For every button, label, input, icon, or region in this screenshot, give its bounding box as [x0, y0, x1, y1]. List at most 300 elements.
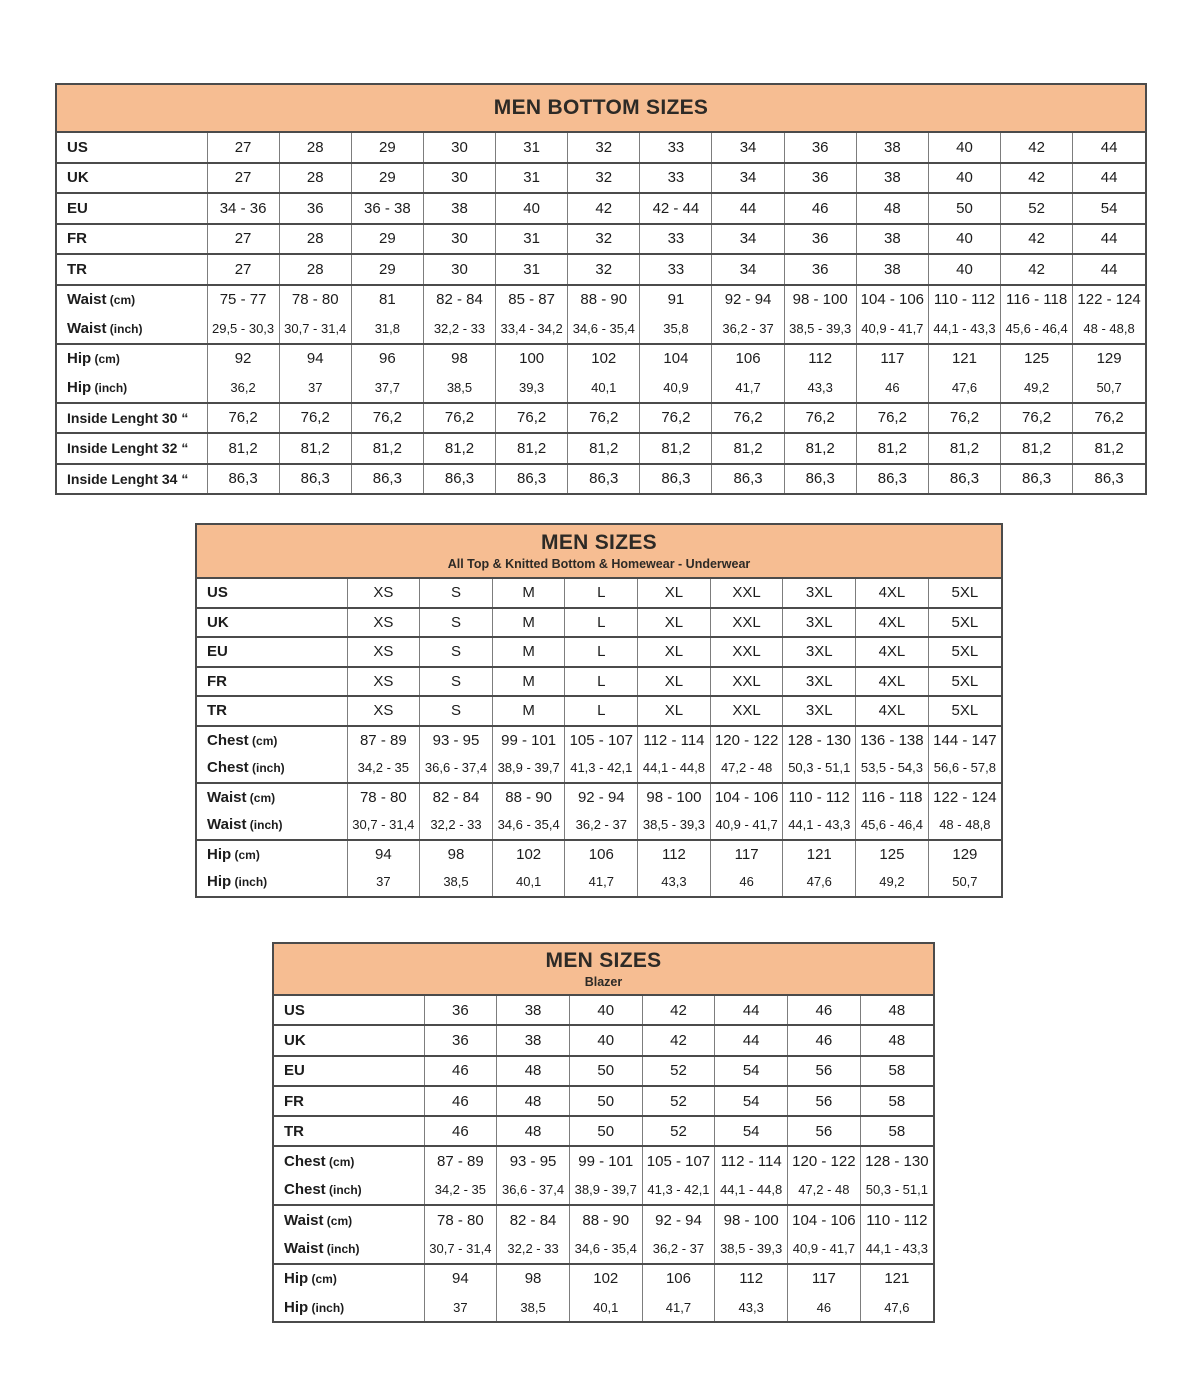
size-cell: 52	[642, 1056, 715, 1086]
size-cell: 31	[496, 224, 568, 255]
size-cell: 38	[856, 133, 928, 163]
size-cell: 91	[640, 285, 712, 315]
size-cell: 50,7	[928, 868, 1001, 896]
size-cell: 40	[569, 996, 642, 1025]
size-cell: L	[565, 696, 638, 726]
size-cell: 112	[715, 1264, 788, 1293]
size-cell: 86,3	[279, 464, 351, 494]
size-cell: M	[492, 667, 565, 697]
size-cell: 106	[565, 840, 638, 869]
size-cell: 86,3	[784, 464, 856, 494]
size-cell: 40	[928, 224, 1000, 255]
size-cell: 120 - 122	[788, 1146, 861, 1175]
size-cell: 31	[496, 163, 568, 194]
size-cell: 34,6 - 35,4	[492, 811, 565, 840]
size-cell: 44	[715, 1025, 788, 1055]
size-cell: 50,3 - 51,1	[860, 1176, 933, 1205]
size-cell: 28	[279, 133, 351, 163]
size-cell: 136 - 138	[856, 726, 929, 755]
size-cell: 112 - 114	[638, 726, 711, 755]
size-cell: 41,7	[712, 373, 784, 403]
size-cell: 38,5	[423, 373, 495, 403]
size-cell: 29	[351, 163, 423, 194]
size-cell: 36,6 - 37,4	[497, 1176, 570, 1205]
men-bottom-sizes-table	[55, 83, 1147, 495]
size-cell: 94	[279, 344, 351, 374]
size-cell: 36	[784, 224, 856, 255]
size-cell: 94	[347, 840, 420, 869]
size-cell: 86,3	[856, 464, 928, 494]
size-cell: 81,2	[207, 433, 279, 464]
size-cell: 44,1 - 43,3	[860, 1234, 933, 1263]
size-cell: 32,2 - 33	[423, 314, 495, 344]
size-cell: XXL	[710, 579, 783, 608]
size-cell: L	[565, 579, 638, 608]
table-row	[274, 1234, 933, 1263]
table-row	[274, 1086, 933, 1116]
size-cell: 34	[712, 163, 784, 194]
size-cell: 33	[640, 254, 712, 285]
size-cell: 86,3	[496, 464, 568, 494]
size-cell: 4XL	[856, 608, 929, 638]
size-cell: 36	[784, 163, 856, 194]
size-cell: 58	[860, 1056, 933, 1086]
size-cell: 81,2	[279, 433, 351, 464]
table-row	[57, 464, 1145, 494]
size-grid	[197, 579, 1001, 896]
size-cell: 30	[423, 163, 495, 194]
size-cell: 38	[856, 163, 928, 194]
size-cell: M	[492, 579, 565, 608]
size-cell: 76,2	[712, 403, 784, 434]
size-cell: 28	[279, 254, 351, 285]
size-cell: 128 - 130	[860, 1146, 933, 1175]
size-cell: 76,2	[351, 403, 423, 434]
men-sizes-blazer-table	[272, 942, 935, 1323]
size-cell: 94	[424, 1264, 497, 1293]
size-cell: 52	[642, 1086, 715, 1116]
size-cell: M	[492, 696, 565, 726]
table-title: MEN BOTTOM SIZES	[493, 96, 709, 119]
table-title: MEN SIZES	[545, 949, 662, 972]
table-subtitle: All Top & Knitted Bottom & Homewear - Underwear	[447, 557, 751, 571]
size-cell: XS	[347, 637, 420, 667]
size-cell: 46	[424, 1116, 497, 1146]
size-cell: 75 - 77	[207, 285, 279, 315]
size-cell: 30,7 - 31,4	[347, 811, 420, 840]
size-cell: 44	[1073, 254, 1145, 285]
row-label: TR	[274, 1116, 424, 1146]
size-cell: 42 - 44	[640, 193, 712, 224]
size-cell: 122 - 124	[1073, 285, 1145, 315]
size-cell: 42	[1001, 254, 1073, 285]
size-cell: 52	[642, 1116, 715, 1146]
size-cell: 5XL	[928, 608, 1001, 638]
size-cell: XS	[347, 696, 420, 726]
table-row	[197, 726, 1001, 755]
size-cell: 4XL	[856, 637, 929, 667]
size-cell: 76,2	[856, 403, 928, 434]
table-row	[274, 996, 933, 1025]
table-row	[57, 344, 1145, 374]
size-cell: 56	[788, 1086, 861, 1116]
size-cell: 35,8	[640, 314, 712, 344]
size-cell: 92	[207, 344, 279, 374]
size-cell: 128 - 130	[783, 726, 856, 755]
size-cell: 76,2	[1073, 403, 1145, 434]
size-cell: 102	[569, 1264, 642, 1293]
size-cell: 27	[207, 163, 279, 194]
size-cell: XXL	[710, 608, 783, 638]
size-cell: XL	[638, 637, 711, 667]
table-row	[197, 868, 1001, 896]
table-row	[274, 1293, 933, 1321]
size-cell: 105 - 107	[642, 1146, 715, 1175]
size-cell: 38,5 - 39,3	[638, 811, 711, 840]
size-cell: 38	[856, 224, 928, 255]
row-label: UK	[57, 163, 207, 194]
size-cell: 41,7	[642, 1293, 715, 1321]
row-label: US	[57, 133, 207, 163]
size-cell: 129	[1073, 344, 1145, 374]
size-cell: 112	[784, 344, 856, 374]
size-cell: 112	[638, 840, 711, 869]
size-cell: 46	[784, 193, 856, 224]
size-cell: 53,5 - 54,3	[856, 754, 929, 783]
size-cell: L	[565, 637, 638, 667]
size-cell: 48	[860, 996, 933, 1025]
size-cell: 29	[351, 133, 423, 163]
table-row	[197, 754, 1001, 783]
size-cell: 104 - 106	[856, 285, 928, 315]
size-cell: 120 - 122	[710, 726, 783, 755]
size-cell: 5XL	[928, 696, 1001, 726]
size-cell: 36,2	[207, 373, 279, 403]
size-cell: 45,6 - 46,4	[1001, 314, 1073, 344]
size-cell: 34,2 - 35	[424, 1176, 497, 1205]
size-cell: 40,1	[569, 1293, 642, 1321]
size-cell: 42	[568, 193, 640, 224]
size-cell: 46	[424, 1086, 497, 1116]
row-label: Hip (cm)	[207, 845, 260, 863]
row-label: UK	[197, 608, 347, 638]
table-row	[197, 608, 1001, 638]
size-cell: 48	[860, 1025, 933, 1055]
size-cell: 82 - 84	[497, 1205, 570, 1234]
size-cell: 81,2	[856, 433, 928, 464]
size-cell: 102	[492, 840, 565, 869]
table-row	[57, 254, 1145, 285]
size-cell: 98 - 100	[715, 1205, 788, 1234]
size-cell: 39,3	[496, 373, 568, 403]
size-cell: XS	[347, 579, 420, 608]
size-cell: 36	[424, 1025, 497, 1055]
row-label: TR	[197, 696, 347, 726]
size-cell: 5XL	[928, 579, 1001, 608]
size-cell: 36	[279, 193, 351, 224]
size-cell: 81,2	[784, 433, 856, 464]
size-cell: 76,2	[928, 403, 1000, 434]
size-cell: 27	[207, 224, 279, 255]
row-label: Chest (cm)	[284, 1153, 355, 1171]
size-cell: 37,7	[351, 373, 423, 403]
table-row	[274, 1146, 933, 1175]
size-cell: 47,2 - 48	[788, 1176, 861, 1205]
size-cell: 42	[642, 1025, 715, 1055]
size-cell: 44,1 - 43,3	[783, 811, 856, 840]
size-cell: 34	[712, 224, 784, 255]
size-cell: XL	[638, 579, 711, 608]
size-grid	[57, 133, 1145, 493]
table-row	[57, 433, 1145, 464]
size-cell: 38,9 - 39,7	[492, 754, 565, 783]
table-row	[274, 1056, 933, 1086]
size-cell: 98	[423, 344, 495, 374]
row-label: US	[274, 996, 424, 1025]
table-row	[197, 579, 1001, 608]
size-cell: 82 - 84	[423, 285, 495, 315]
size-cell: 50	[569, 1086, 642, 1116]
size-cell: 36	[424, 996, 497, 1025]
size-cell: 29,5 - 30,3	[207, 314, 279, 344]
row-label: EU	[57, 193, 207, 224]
table-row	[197, 811, 1001, 840]
size-cell: 56	[788, 1056, 861, 1086]
size-cell: 92 - 94	[712, 285, 784, 315]
size-cell: 86,3	[712, 464, 784, 494]
size-cell: 87 - 89	[424, 1146, 497, 1175]
size-cell: 48	[856, 193, 928, 224]
size-cell: 32	[568, 254, 640, 285]
size-cell: 81,2	[423, 433, 495, 464]
size-cell: XXL	[710, 696, 783, 726]
size-cell: 81,2	[1073, 433, 1145, 464]
size-cell: 50	[569, 1056, 642, 1086]
size-cell: 34	[712, 133, 784, 163]
size-cell: 29	[351, 254, 423, 285]
size-cell: 3XL	[783, 579, 856, 608]
size-cell: 81,2	[928, 433, 1000, 464]
size-cell: 38	[423, 193, 495, 224]
table-row	[197, 840, 1001, 869]
size-cell: XS	[347, 608, 420, 638]
table-row	[274, 1264, 933, 1293]
row-label: Chest (cm)	[207, 731, 278, 749]
size-cell: 50	[928, 193, 1000, 224]
size-cell: 116 - 118	[856, 783, 929, 812]
size-cell: 85 - 87	[496, 285, 568, 315]
size-cell: 88 - 90	[568, 285, 640, 315]
size-cell: 38	[497, 1025, 570, 1055]
size-cell: 40	[496, 193, 568, 224]
size-cell: 52	[1001, 193, 1073, 224]
size-cell: 32,2 - 33	[420, 811, 493, 840]
size-cell: 34,6 - 35,4	[568, 314, 640, 344]
size-cell: 88 - 90	[569, 1205, 642, 1234]
size-cell: 50,7	[1073, 373, 1145, 403]
table-row	[57, 403, 1145, 434]
size-cell: 86,3	[351, 464, 423, 494]
size-cell: 76,2	[568, 403, 640, 434]
row-label: Hip (inch)	[207, 873, 268, 891]
size-cell: 43,3	[784, 373, 856, 403]
size-cell: 121	[860, 1264, 933, 1293]
table-row	[57, 224, 1145, 255]
size-cell: 37	[279, 373, 351, 403]
size-cell: 98 - 100	[638, 783, 711, 812]
size-cell: 37	[424, 1293, 497, 1321]
size-cell: 86,3	[640, 464, 712, 494]
size-cell: 144 - 147	[928, 726, 1001, 755]
size-cell: 48	[497, 1086, 570, 1116]
size-cell: 43,3	[638, 868, 711, 896]
size-cell: 40	[928, 133, 1000, 163]
size-cell: 82 - 84	[420, 783, 493, 812]
size-cell: S	[420, 667, 493, 697]
size-cell: 36,2 - 37	[642, 1234, 715, 1263]
size-cell: 3XL	[783, 696, 856, 726]
size-cell: 34 - 36	[207, 193, 279, 224]
size-cell: 58	[860, 1116, 933, 1146]
size-cell: 32	[568, 163, 640, 194]
size-cell: 125	[1001, 344, 1073, 374]
size-cell: 4XL	[856, 667, 929, 697]
size-cell: 86,3	[207, 464, 279, 494]
size-cell: 102	[568, 344, 640, 374]
size-cell: 38,5	[420, 868, 493, 896]
size-cell: 99 - 101	[492, 726, 565, 755]
size-cell: XL	[638, 696, 711, 726]
size-cell: 44	[1073, 133, 1145, 163]
row-label: EU	[274, 1056, 424, 1086]
table-row	[197, 667, 1001, 697]
size-cell: 46	[788, 1293, 861, 1321]
size-cell: 92 - 94	[642, 1205, 715, 1234]
table-row	[197, 783, 1001, 812]
row-label: FR	[197, 667, 347, 697]
size-cell: 36	[784, 133, 856, 163]
size-cell: 33	[640, 163, 712, 194]
size-cell: 4XL	[856, 696, 929, 726]
size-cell: 40	[928, 254, 1000, 285]
size-cell: 30,7 - 31,4	[424, 1234, 497, 1263]
row-label: Waist (inch)	[57, 314, 207, 344]
size-cell: 44,1 - 43,3	[928, 314, 1000, 344]
table-row	[57, 193, 1145, 224]
size-cell: 76,2	[423, 403, 495, 434]
size-cell: 112 - 114	[715, 1146, 788, 1175]
size-cell: 30	[423, 133, 495, 163]
size-cell: 42	[1001, 224, 1073, 255]
size-cell: 129	[928, 840, 1001, 869]
row-label: Hip (inch)	[284, 1298, 345, 1316]
size-cell: 41,7	[565, 868, 638, 896]
size-cell: 42	[642, 996, 715, 1025]
table-row	[57, 133, 1145, 163]
table-row	[197, 696, 1001, 726]
size-cell: 41,3 - 42,1	[642, 1176, 715, 1205]
size-cell: 44	[715, 996, 788, 1025]
table-row	[274, 1116, 933, 1146]
size-cell: 76,2	[496, 403, 568, 434]
size-cell: 40,9 - 41,7	[788, 1234, 861, 1263]
men-sizes-top-table	[195, 523, 1003, 898]
size-cell: 104	[640, 344, 712, 374]
table-header	[274, 944, 933, 996]
size-cell: 38,9 - 39,7	[569, 1176, 642, 1205]
size-cell: 36,2 - 37	[712, 314, 784, 344]
row-label: FR	[274, 1086, 424, 1116]
size-cell: 46	[788, 996, 861, 1025]
size-cell: 30	[423, 224, 495, 255]
size-cell: 110 - 112	[783, 783, 856, 812]
size-cell: 86,3	[1073, 464, 1145, 494]
size-cell: 54	[715, 1116, 788, 1146]
size-cell: 28	[279, 163, 351, 194]
size-cell: 116 - 118	[1001, 285, 1073, 315]
size-cell: 48 - 48,8	[1073, 314, 1145, 344]
size-cell: 104 - 106	[788, 1205, 861, 1234]
size-cell: 106	[642, 1264, 715, 1293]
size-cell: M	[492, 637, 565, 667]
size-cell: 34,6 - 35,4	[569, 1234, 642, 1263]
size-cell: 50	[569, 1116, 642, 1146]
size-cell: 40,1	[568, 373, 640, 403]
size-cell: 46	[788, 1025, 861, 1055]
size-cell: 93 - 95	[420, 726, 493, 755]
size-cell: 81	[351, 285, 423, 315]
size-cell: 46	[710, 868, 783, 896]
size-cell: 49,2	[856, 868, 929, 896]
size-cell: 92 - 94	[565, 783, 638, 812]
size-cell: 3XL	[783, 608, 856, 638]
size-cell: 4XL	[856, 579, 929, 608]
size-cell: 27	[207, 133, 279, 163]
row-label: Chest (inch)	[197, 754, 347, 783]
size-cell: 44	[1073, 163, 1145, 194]
size-cell: 38	[856, 254, 928, 285]
size-cell: 38,5 - 39,3	[784, 314, 856, 344]
table-row	[274, 1025, 933, 1055]
size-cell: 56,6 - 57,8	[928, 754, 1001, 783]
size-cell: 41,3 - 42,1	[565, 754, 638, 783]
size-cell: 31,8	[351, 314, 423, 344]
size-cell: 98	[420, 840, 493, 869]
size-cell: 117	[710, 840, 783, 869]
size-cell: 125	[856, 840, 929, 869]
size-cell: 49,2	[1001, 373, 1073, 403]
size-cell: 5XL	[928, 667, 1001, 697]
size-cell: 47,6	[860, 1293, 933, 1321]
size-cell: 38	[497, 996, 570, 1025]
size-cell: XL	[638, 667, 711, 697]
table-row	[274, 1205, 933, 1234]
size-cell: 36 - 38	[351, 193, 423, 224]
row-label: TR	[57, 254, 207, 285]
size-cell: 33	[640, 133, 712, 163]
size-cell: 34	[712, 254, 784, 285]
size-cell: 110 - 112	[928, 285, 1000, 315]
size-cell: 48 - 48,8	[928, 811, 1001, 840]
size-cell: 87 - 89	[347, 726, 420, 755]
table-title: MEN SIZES	[541, 531, 657, 554]
size-cell: 93 - 95	[497, 1146, 570, 1175]
size-cell: 32	[568, 224, 640, 255]
size-cell: 100	[496, 344, 568, 374]
row-label: EU	[197, 637, 347, 667]
size-cell: 36,6 - 37,4	[420, 754, 493, 783]
size-cell: 81,2	[568, 433, 640, 464]
